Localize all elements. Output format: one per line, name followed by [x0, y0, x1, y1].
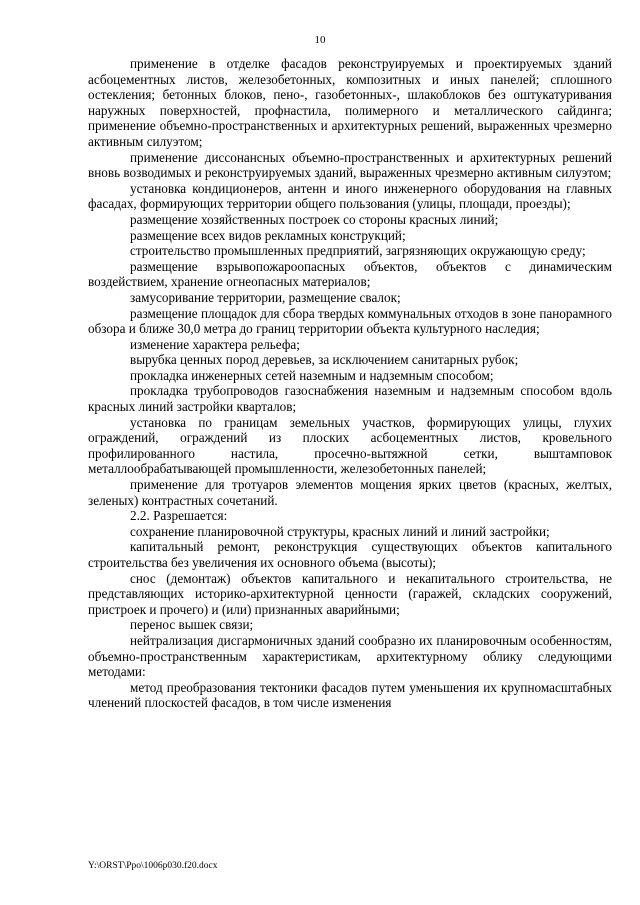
paragraph: строительство промышленных предприятий, загрязняющих окружающую среду; — [130, 243, 586, 259]
paragraph: размещение всех видов рекламных конструкций; — [130, 227, 406, 243]
paragraph: установка по границам земельных участков, формирующих улицы, глухих ограждений, ограждений из плоских асбоцементных листов, кровельного профилированного настила, просечно-вытяжной сетки, выштамповок металлообрабатывающей промышленности, железобетонных панелей; — [88, 414, 612, 477]
document-body — [88, 56, 612, 711]
paragraph: изменение характера рельефа; — [130, 336, 300, 352]
paragraph: замусоривание территории, размещение свалок; — [130, 289, 401, 305]
page-number: 10 — [314, 34, 326, 46]
paragraph: сохранение планировочной структуры, красных линий и линий застройки; — [130, 523, 550, 539]
paragraph: метод преобразования тектоники фасадов путем уменьшения их крупномасштабных членений плоскостей фасадов, в том числе изменения — [88, 679, 612, 711]
paragraph: применение для тротуаров элементов мощения ярких цветов (красных, желтых, зеленых) контрастных сочетаний. — [88, 477, 612, 508]
paragraph: применение в отделке фасадов реконструируемых и проектируемых зданий асбоцементных листов, железобетонных, композитных и иных панелей; сплошного остекления; бетонных блоков, пено-, газобетонных-, шлакоблоков без оштукатуривания наружных поверхностей, профнастила, полимерного и металлического сайдинга; применение объемно-пространственных и архитектурных решений, выраженных чрезмерно активным силуэтом; — [88, 56, 612, 149]
paragraph: вырубка ценных пород деревьев, за исключением санитарных рубок; — [130, 352, 519, 368]
paragraph: размещение площадок для сбора твердых коммунальных отходов в зоне панорамного обзора и ближе 30,0 метра до границ территории объекта культурного наследия; — [88, 305, 612, 337]
paragraph: размещение взрывопожароопасных объектов, объектов с динамическим воздействием, хранение огнеопасных материалов; — [88, 258, 612, 290]
footer-file-path: Y:\ORST\Ppo\1006p030.f20.docx — [88, 861, 218, 871]
paragraph: размещение хозяйственных построек со стороны красных линий; — [130, 211, 499, 227]
paragraph: прокладка инженерных сетей наземным и надземным способом; — [130, 367, 494, 383]
paragraph: снос (демонтаж) объектов капитального и некапитального строительства, не представляющих историко-архитектурной ценности (гаражей, складских сооружений, пристроек и прочего) и (или) признанных аварийными; — [88, 570, 612, 617]
section-heading: 2.2. Разрешается: — [130, 508, 228, 524]
paragraph: перенос вышек связи; — [130, 617, 254, 633]
paragraph: прокладка трубопроводов газоснабжения наземным и надземным способом вдоль красных линий застройки кварталов; — [88, 383, 612, 415]
paragraph: нейтрализация дисгармоничных зданий сообразно их планировочным особенностям, объемно-пространственным характеристикам, архитектурному облику следующими методами: — [88, 632, 612, 680]
paragraph: установка кондиционеров, антенн и иного инженерного оборудования на главных фасадах, формирующих территории общего пользования (улицы, площади, проезды); — [88, 180, 612, 212]
paragraph: применение диссонансных объемно-пространственных и архитектурных решений вновь возводимых и реконструируемых зданий, выраженных чрезмерно активным силуэтом; — [88, 149, 612, 181]
paragraph: капитальный ремонт, реконструкция существующих объектов капитального строительства без увеличения их основного объема (высоты); — [88, 539, 612, 570]
